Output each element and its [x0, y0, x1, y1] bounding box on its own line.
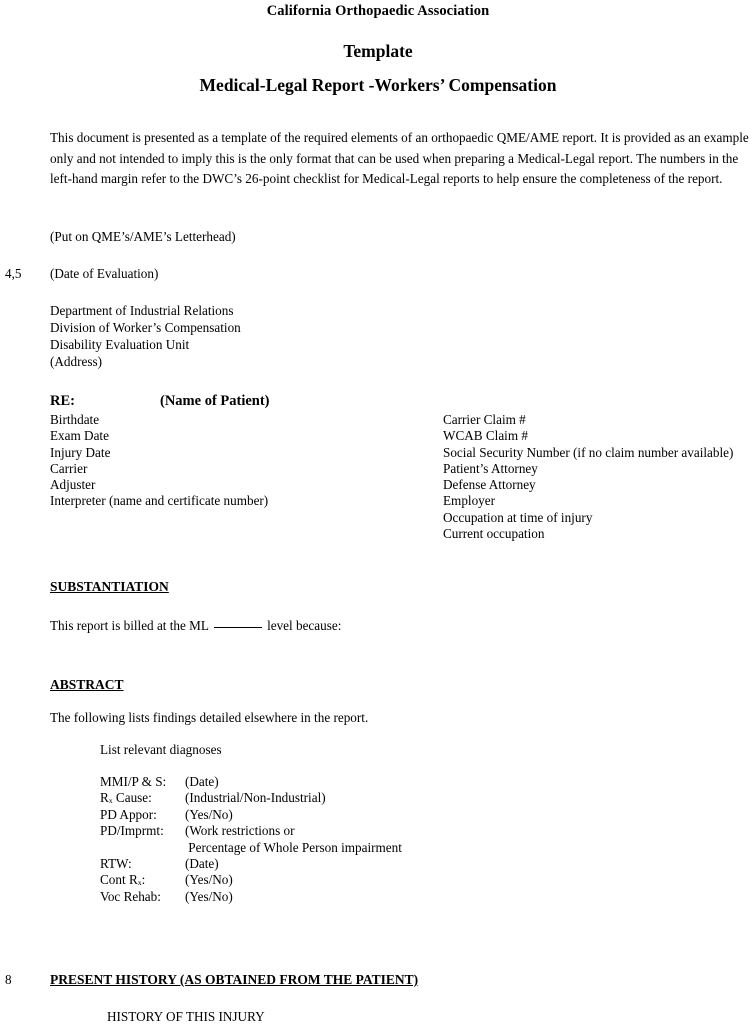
patient-field: Carrier	[50, 460, 88, 476]
abstract-field-key: PD Appor:	[100, 806, 157, 822]
substantiation-text	[50, 617, 341, 635]
letterhead-note: (Put on QME’s/AME’s Letterhead)	[50, 229, 236, 244]
abstract-field-key: PD/Imprmt:	[100, 823, 164, 839]
substantiation-text-after: level because:	[263, 618, 342, 633]
patient-field: Birthdate	[50, 412, 100, 427]
abstract-field-value: Percentage of Whole Person impairment	[185, 839, 402, 855]
page-title-main: Medical-Legal Report -Workers’ Compensation	[199, 75, 557, 95]
abstract-field-key: MMI/P & S:	[100, 774, 167, 789]
agency-address-line: Division of Worker’s Compensation	[50, 320, 241, 335]
abstract-field-row	[100, 856, 402, 872]
abstract-field-value: (Date)	[185, 774, 219, 789]
abstract-field-row	[100, 774, 402, 790]
date-of-evaluation-label: (Date of Evaluation)	[50, 266, 159, 281]
patient-field: Defense Attorney	[443, 477, 536, 493]
abstract-field-value: (Yes/No)	[185, 806, 233, 822]
abstract-field-key: Voc Rehab:	[100, 888, 161, 904]
abstract-field-key: Rₓ Cause:	[100, 790, 152, 806]
patient-field: WCAB Claim #	[443, 428, 528, 444]
page-title-organization: California Orthopaedic Association	[266, 3, 490, 19]
abstract-field-row	[100, 889, 402, 905]
patient-fields-right-column	[443, 412, 756, 542]
abstract-field-row	[100, 872, 402, 888]
section-heading-abstract: ABSTRACT	[50, 677, 124, 692]
abstract-field-row-continuation	[100, 840, 402, 856]
title-block	[0, 0, 756, 96]
margin-number-present-history: 8	[5, 972, 12, 987]
re-line	[50, 392, 270, 410]
abstract-field-value: (Yes/No)	[185, 888, 233, 904]
page-title-template: Template	[343, 41, 413, 61]
ml-level-blank[interactable]	[214, 627, 262, 628]
abstract-field-value: (Industrial/Non-Industrial)	[185, 790, 326, 806]
section-heading-substantiation: SUBSTANTIATION	[50, 579, 169, 594]
patient-field: Patient’s Attorney	[443, 460, 538, 476]
agency-address-block	[50, 302, 241, 370]
abstract-field-value: (Work restrictions or	[185, 823, 295, 839]
intro-paragraph: This document is presented as a template of the required elements of an orthopaedic QME/AME report. It is provided as an example only and not intended to imply this is the only format that can be used when preparing a Medical-Legal report. The numbers in the left-hand margin refer to the DWC’s 26-point checklist for Medical-Legal reports to help ensure the completeness of the report.	[50, 130, 749, 186]
agency-address-line: Disability Evaluation Unit	[50, 337, 190, 352]
re-patient-name: (Name of Patient)	[160, 393, 270, 409]
patient-field: Employer	[443, 493, 496, 509]
abstract-field-key: Cont Rₓ:	[100, 872, 146, 888]
patient-field: Carrier Claim #	[443, 412, 526, 427]
patient-field: Injury Date	[50, 444, 111, 460]
agency-address-line: Department of Industrial Relations	[50, 303, 234, 318]
abstract-field-value: (Date)	[185, 856, 219, 872]
substantiation-text-before: This report is billed at the ML	[50, 618, 212, 633]
patient-field: Social Security Number (if no claim number available)	[443, 444, 734, 460]
patient-field: Occupation at time of injury	[443, 509, 593, 525]
patient-field: Exam Date	[50, 428, 109, 444]
patient-field: Current occupation	[443, 526, 545, 542]
margin-number-date-of-evaluation: 4,5	[5, 266, 22, 281]
abstract-field-row	[100, 807, 402, 823]
abstract-field-list	[100, 774, 402, 905]
abstract-list-header: List relevant diagnoses	[100, 742, 222, 757]
abstract-field-row	[100, 823, 402, 839]
agency-address-line: (Address)	[50, 354, 103, 369]
abstract-field-value: (Yes/No)	[185, 872, 233, 888]
section-heading-present-history: PRESENT HISTORY (AS OBTAINED FROM THE PATIENT)	[50, 972, 419, 987]
patient-field: Adjuster	[50, 477, 96, 493]
abstract-field-key: RTW:	[100, 856, 132, 872]
abstract-intro-text: The following lists findings detailed elsewhere in the report.	[50, 710, 369, 725]
subheading-history-of-this-injury: HISTORY OF THIS INJURY	[107, 1009, 265, 1024]
patient-field: Interpreter (name and certificate number)	[50, 493, 269, 509]
patient-fields-left-column	[50, 412, 440, 510]
re-label: RE:	[50, 393, 75, 409]
abstract-field-row	[100, 790, 402, 806]
